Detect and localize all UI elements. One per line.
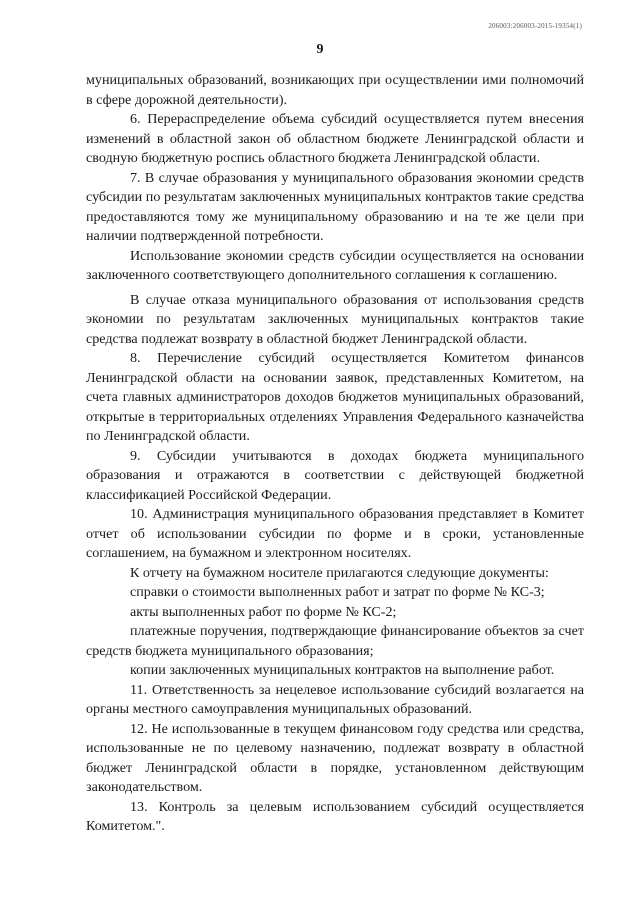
list-item-contract-copies: копии заключенных муниципальных контрактов на выполнение работ.	[130, 662, 555, 678]
paragraph-continuation: муниципальных образований, возникающих при осуществлении ими полномочий в сфере дорожной деятельности).	[86, 72, 584, 108]
paragraph-item-13: 13. Контроль за целевым использованием субсидий осуществляется Комитетом.".	[86, 798, 584, 834]
paragraph-savings-usage: Использование экономии средств субсидии осуществляется на основании заключенного соответствующего дополнительного соглашения к соглашению.	[86, 247, 584, 283]
paragraph-report-attachments: К отчету на бумажном носителе прилагаются следующие документы:	[130, 564, 549, 581]
document-code: 206003:206003-2015-19354(1)	[488, 22, 582, 30]
paragraph-item-8: 8. Перечисление субсидий осуществляется Комитетом финансов Ленинградской области на основании заявок, представленных Комитетом, на счета главных администраторов доходов бюджетов муниципальных образований, открытые в территориальных отделениях Управления Федерального казначейства по Ленинградской области.	[86, 350, 584, 444]
list-item-ks2: акты выполненных работ по форме № КС-2;	[130, 603, 397, 620]
paragraph-item-6: 6. Перераспределение объема субсидий осуществляется путем внесения изменений в областной закон об областном бюджете Ленинградской области и сводную бюджетную роспись областного бюджета Ленинградской области.	[86, 111, 584, 166]
list-item-ks3: справки о стоимости выполненных работ и затрат по форме № КС-3;	[130, 584, 545, 600]
paragraph-item-11: 11. Ответственность за нецелевое использование субсидий возлагается на органы местного самоуправления муниципальных образований.	[86, 681, 584, 717]
paragraph-item-7: 7. В случае образования у муниципального образования экономии средств субсидии по результатам заключенных муниципальных контрактов такие средства предоставляются тому же муниципальному образованию и на те же цели при наличии подтвержденной потребности.	[86, 169, 584, 244]
paragraph-item-9: 9. Субсидии учитываются в доходах бюджета муниципального образования и отражаются в соответствии с действующей бюджетной классификацией Российской Федерации.	[86, 447, 584, 503]
page-number: 9	[316, 42, 324, 57]
paragraph-item-10: 10. Администрация муниципального образования представляет в Комитет отчет об использовании субсидии по форме и в сроки, установленные соглашением, на бумажном и электронном носителях.	[86, 506, 584, 561]
paragraph-item-12: 12. Не использованные в текущем финансовом году средства или средства, использованные не по целевому назначению, подлежат возврату в областной бюджет Ленинградской области в порядке, установленном действующим законодательством.	[86, 720, 584, 795]
list-item-payment-orders: платежные поручения, подтверждающие финансирование объектов за счет средств бюджета муниципального образования;	[86, 623, 584, 659]
paragraph-savings-refusal: В случае отказа муниципального образования от использования средств экономии по результатам заключенных муниципальных контрактов такие средства подлежат возврату в областной бюджет Ленинградской области.	[86, 291, 584, 347]
document-body	[86, 71, 584, 837]
